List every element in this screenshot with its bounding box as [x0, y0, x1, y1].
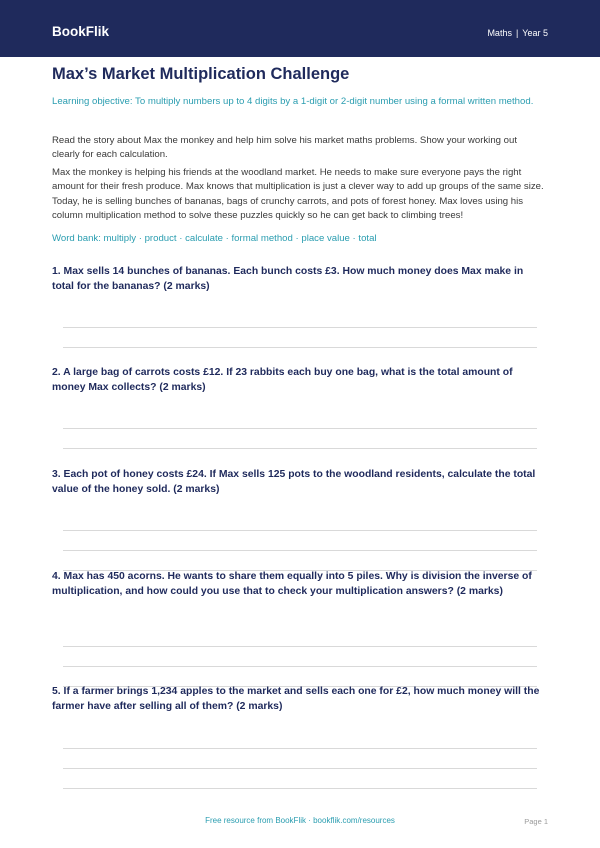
answer-line[interactable]	[63, 347, 537, 348]
answer-line[interactable]	[63, 646, 537, 647]
story-paragraph: Max the monkey is helping his friends at the woodland market. He needs to make sure everyone pays the right amount for their fresh produce. Max knows that multiplication is just a clever way to add up groups of the same size. Today, he is selling bunches of bananas, bags of crunchy carrots, and pots of forest honey. Max loves using his column multiplication method to solve these puzzles quickly so he can get back to climbing trees!	[52, 167, 544, 221]
question-5: 5. If a farmer brings 1,234 apples to the market and sells each one for £2, how much money will the farmer have after selling all of them? (2 marks)	[52, 686, 540, 712]
page-number: Page 1	[524, 817, 548, 826]
question-4: 4. Max has 450 acorns. He wants to share them equally into 5 piles. Why is division the inverse of multiplication, and how could you use that to check your multiplication answers? (2 marks)	[52, 571, 532, 597]
answer-line[interactable]	[63, 530, 537, 531]
question-3: 3. Each pot of honey costs £24. If Max sells 125 pots to the woodland residents, calculate the total value of the honey sold. (2 marks)	[52, 469, 536, 495]
answer-line[interactable]	[63, 666, 537, 667]
answer-line[interactable]	[63, 768, 537, 769]
year-label: Year 5	[522, 28, 548, 38]
page-header	[0, 0, 600, 57]
answer-line[interactable]	[63, 448, 537, 449]
answer-line[interactable]	[63, 550, 537, 551]
answer-line[interactable]	[63, 428, 537, 429]
page-title: Max’s Market Multiplication Challenge	[52, 65, 350, 83]
question-2: 2. A large bag of carrots costs £12. If 23 rabbits each buy one bag, what is the total amount of money Max collects? (2 marks)	[52, 367, 513, 393]
intro-paragraph: Read the story about Max the monkey and help him solve his market maths problems. Show your working out clearly for each calculation.	[52, 135, 517, 161]
subject-label: Maths	[487, 28, 512, 38]
footer-credit: Free resource from BookFlik · bookflik.com/resources	[205, 816, 395, 825]
answer-line[interactable]	[63, 788, 537, 789]
subject-year-meta	[487, 28, 548, 38]
meta-separator: |	[515, 28, 519, 38]
brand-logo-text: BookFlik	[52, 24, 110, 39]
learning-objective: Learning objective: To multiply numbers up to 4 digits by a 1-digit or 2-digit number using a formal written method.	[52, 96, 534, 107]
word-bank: Word bank: multiply · product · calculate · formal method · place value · total	[52, 233, 377, 244]
question-1: 1. Max sells 14 bunches of bananas. Each bunch costs £3. How much money does Max make in total for the bananas? (2 marks)	[52, 266, 524, 292]
answer-line[interactable]	[63, 748, 537, 749]
answer-line[interactable]	[63, 327, 537, 328]
